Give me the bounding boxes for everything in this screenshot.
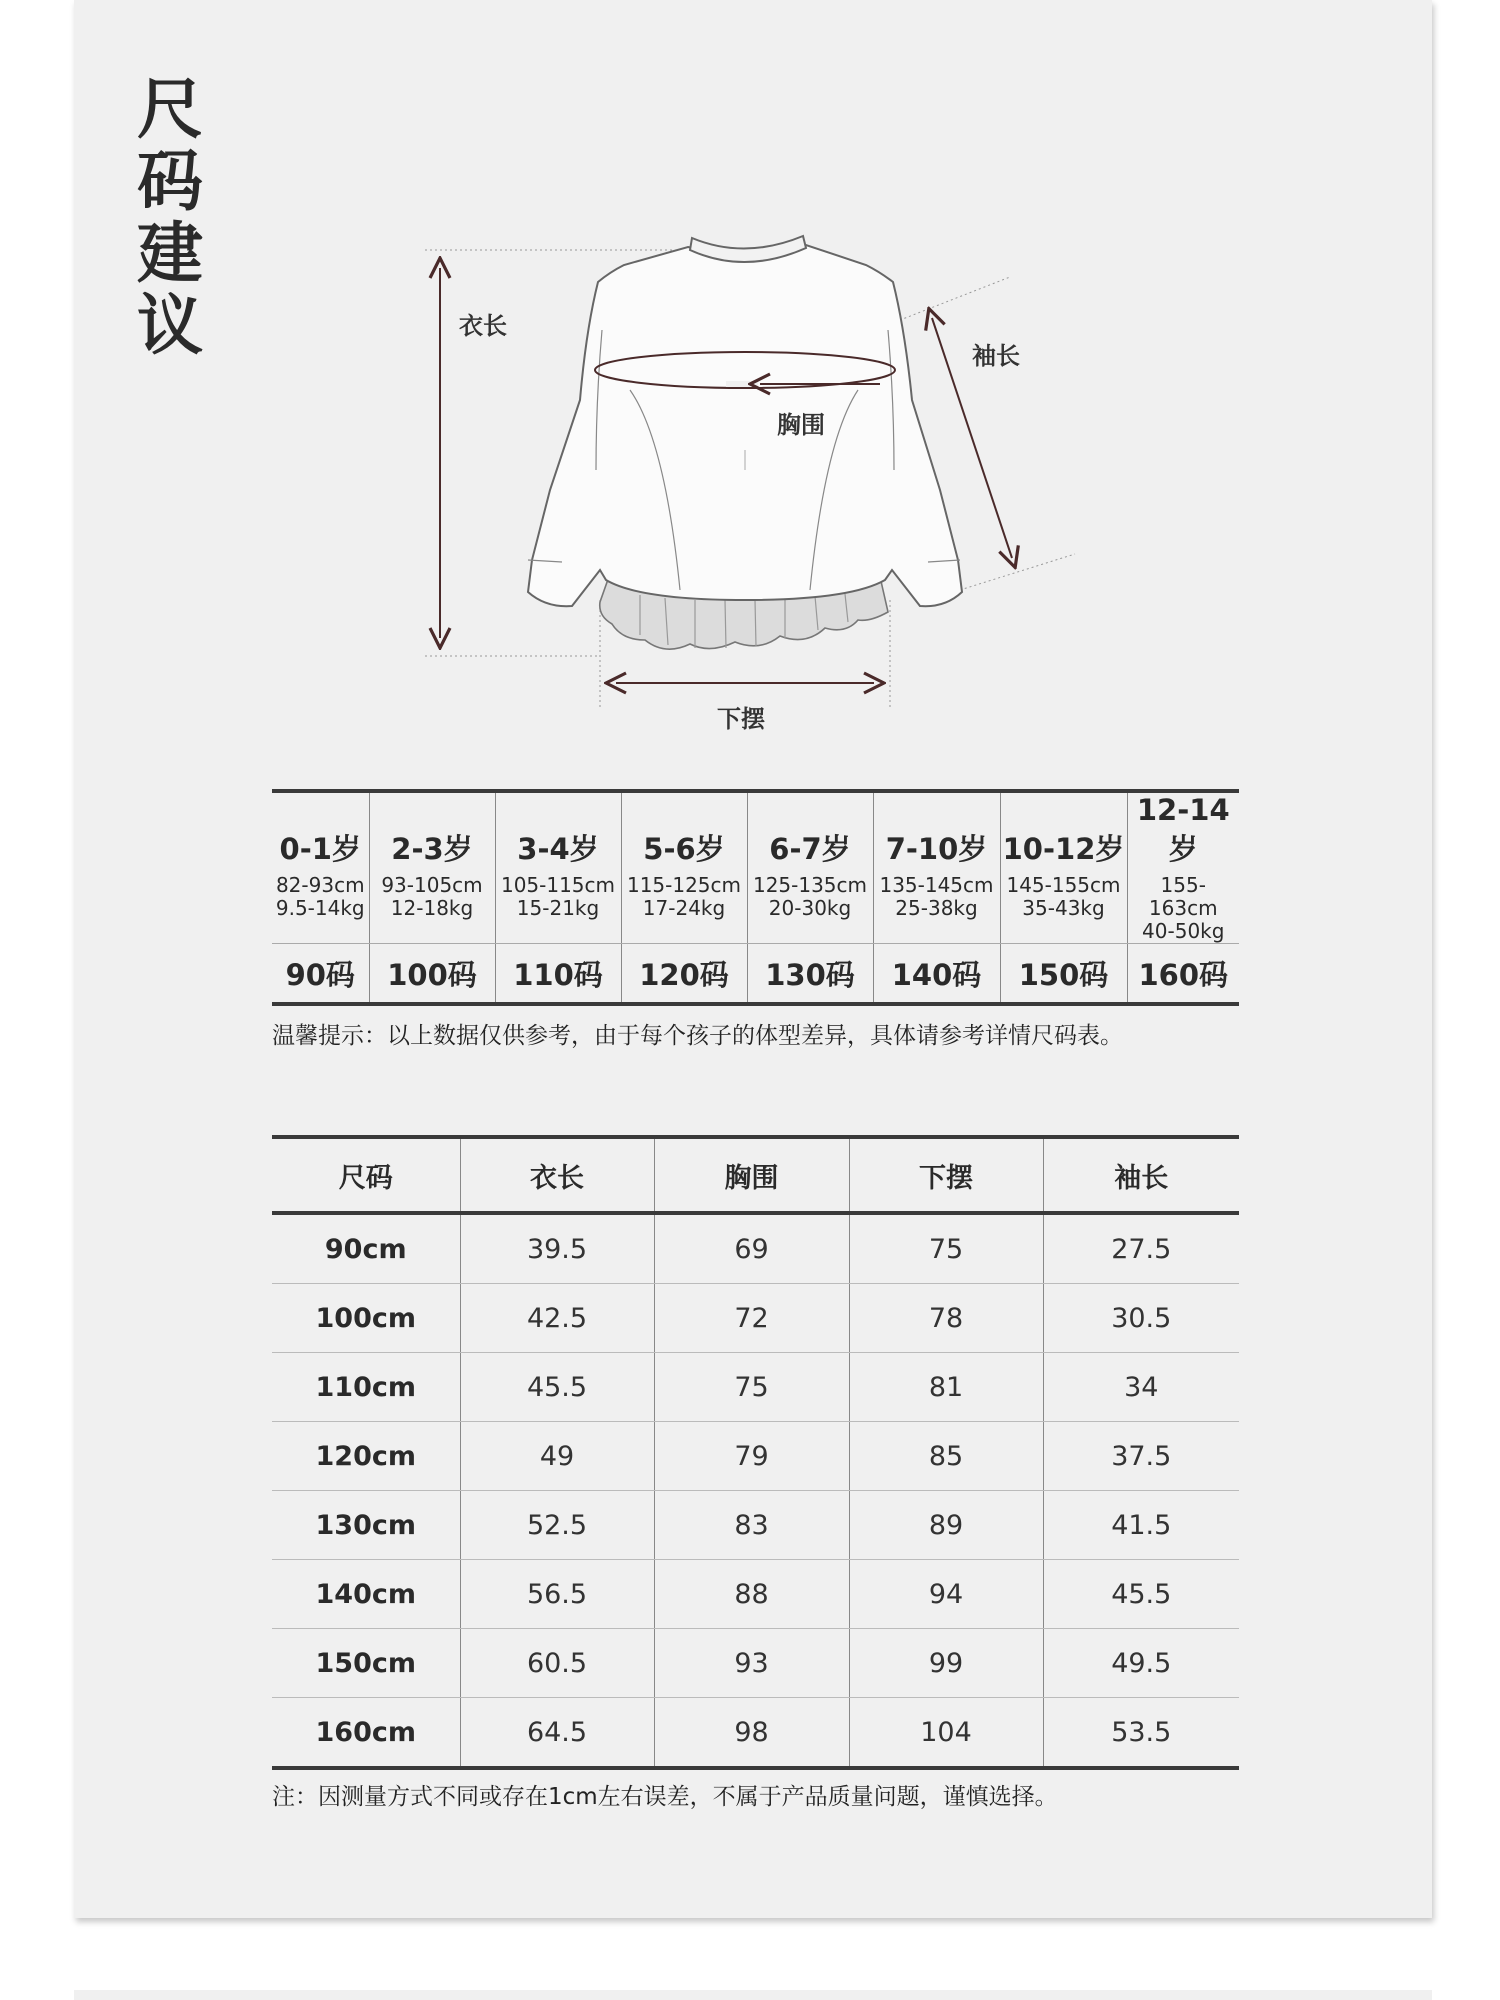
chest-cell: 75	[654, 1353, 849, 1422]
size-code-cell: 160码	[1138, 957, 1229, 992]
height-range: 105-115cm	[500, 873, 616, 897]
measurement-table	[272, 1135, 1239, 1770]
footnote-text: 注：因测量方式不同或存在1cm左右误差，不属于产品质量问题，谨慎选择。	[272, 1784, 1058, 1810]
chest-cell: 93	[654, 1629, 849, 1698]
title-char: 尺	[137, 71, 203, 148]
size-cell: 120cm	[272, 1422, 460, 1491]
sweatshirt	[528, 236, 962, 606]
size-code-cell: 150码	[1000, 944, 1127, 1005]
title-char: 议	[137, 287, 203, 364]
age-cell: 7-10岁	[873, 791, 1000, 870]
column-header: 尺码	[272, 1137, 460, 1213]
sleeve-cell: 27.5	[1043, 1213, 1239, 1284]
height-range: 135-145cm	[879, 873, 994, 897]
chest-cell: 69	[654, 1213, 849, 1284]
length-cell: 56.5	[460, 1560, 654, 1629]
height-weight-cell	[272, 870, 369, 944]
size-cell: 150cm	[272, 1629, 460, 1698]
height-weight-cell	[1000, 870, 1127, 944]
sleeve-cell: 37.5	[1043, 1422, 1239, 1491]
chest-cell: 88	[654, 1560, 849, 1629]
title-char: 建	[137, 215, 203, 292]
chest-cell: 98	[654, 1698, 849, 1769]
height-weight-cell	[873, 870, 1000, 944]
age-cell: 3-4岁	[495, 791, 621, 870]
height-weight-cell	[495, 870, 621, 944]
hem-cell: 85	[849, 1422, 1043, 1491]
length-cell: 49	[460, 1422, 654, 1491]
next-card-edge	[74, 1990, 1432, 2000]
age-cell: 5-6岁	[621, 791, 747, 870]
title-char: 码	[137, 143, 203, 220]
size-code-cell: 130码	[747, 944, 873, 1005]
table-row	[272, 1491, 1239, 1560]
weight-range: 12-18kg	[390, 896, 474, 920]
size-cell: 90cm	[272, 1213, 460, 1284]
height-range: 155-163cm	[1148, 873, 1218, 920]
height-range: 115-125cm	[626, 873, 742, 897]
weight-range: 40-50kg	[1142, 919, 1225, 943]
height-range: 93-105cm	[381, 873, 483, 897]
age-cell: 12-14岁	[1136, 793, 1230, 866]
age-cell: 0-1岁	[272, 791, 369, 870]
height-weight-cell	[369, 870, 495, 944]
table-row	[272, 1698, 1239, 1769]
hem-cell: 78	[849, 1284, 1043, 1353]
sleeve-label: 袖长	[972, 342, 1020, 370]
height-weight-cell	[621, 870, 747, 944]
chest-cell: 79	[654, 1422, 849, 1491]
size-cell: 130cm	[272, 1491, 460, 1560]
length-cell: 42.5	[460, 1284, 654, 1353]
size-code-cell: 120码	[621, 944, 747, 1005]
sleeve-cell: 45.5	[1043, 1560, 1239, 1629]
weight-range: 17-24kg	[642, 896, 726, 920]
weight-range: 9.5-14kg	[275, 896, 365, 920]
size-cell: 100cm	[272, 1284, 460, 1353]
table-row	[272, 1560, 1239, 1629]
length-cell: 60.5	[460, 1629, 654, 1698]
column-header: 衣长	[460, 1137, 654, 1213]
height-weight-cell	[747, 870, 873, 944]
height-weight-cell	[1127, 870, 1239, 944]
height-range: 125-135cm	[752, 873, 868, 897]
column-header: 袖长	[1043, 1137, 1239, 1213]
hem-cell: 75	[849, 1213, 1043, 1284]
hem-cell: 99	[849, 1629, 1043, 1698]
table-row	[272, 1284, 1239, 1353]
hem-cell: 94	[849, 1560, 1043, 1629]
table-row	[272, 1629, 1239, 1698]
hem-cell: 81	[849, 1353, 1043, 1422]
weight-range: 15-21kg	[516, 896, 600, 920]
chest-cell: 83	[654, 1491, 849, 1560]
age-cell: 10-12岁	[1000, 791, 1127, 870]
length-cell: 64.5	[460, 1698, 654, 1769]
height-weight-row	[272, 870, 1239, 944]
height-range: 82-93cm	[275, 873, 365, 897]
length-cell: 52.5	[460, 1491, 654, 1560]
table-row	[272, 1353, 1239, 1422]
weight-range: 20-30kg	[768, 896, 852, 920]
weight-range: 35-43kg	[1022, 896, 1105, 920]
chest-label: 胸围	[777, 411, 825, 439]
hem-cell: 89	[849, 1491, 1043, 1560]
length-cell: 39.5	[460, 1213, 654, 1284]
chest-cell: 72	[654, 1284, 849, 1353]
hem-label: 下摆	[717, 705, 765, 733]
sleeve-cell: 34	[1043, 1353, 1239, 1422]
hem-cell: 104	[849, 1698, 1043, 1769]
weight-range: 25-38kg	[895, 896, 978, 920]
tip-text: 温馨提示：以上数据仅供参考，由于每个孩子的体型差异，具体请参考详情尺码表。	[272, 1023, 1123, 1049]
column-header: 胸围	[654, 1137, 849, 1213]
table-header-row	[272, 1137, 1239, 1213]
garment-diagram	[0, 0, 1500, 760]
age-row	[272, 791, 1239, 870]
sleeve-cell: 53.5	[1111, 1716, 1172, 1748]
length-cell: 45.5	[460, 1353, 654, 1422]
age-size-table	[272, 789, 1239, 1006]
size-code-cell: 140码	[873, 944, 1000, 1005]
length-label: 衣长	[459, 312, 507, 340]
size-code-cell: 100码	[369, 944, 495, 1005]
age-cell: 2-3岁	[369, 791, 495, 870]
size-cell: 160cm	[272, 1698, 460, 1769]
sleeve-cell: 49.5	[1043, 1629, 1239, 1698]
column-header: 下摆	[849, 1137, 1043, 1213]
sleeve-cell: 30.5	[1043, 1284, 1239, 1353]
size-code-cell: 110码	[495, 944, 621, 1005]
sleeve-cell: 41.5	[1043, 1491, 1239, 1560]
age-cell: 6-7岁	[747, 791, 873, 870]
size-cell: 140cm	[272, 1560, 460, 1629]
size-cell: 110cm	[272, 1353, 460, 1422]
size-code-cell: 90码	[272, 944, 369, 1005]
size-code-row	[272, 944, 1239, 1005]
table-row	[272, 1213, 1239, 1284]
table-row	[272, 1422, 1239, 1491]
height-range: 145-155cm	[1006, 873, 1121, 897]
